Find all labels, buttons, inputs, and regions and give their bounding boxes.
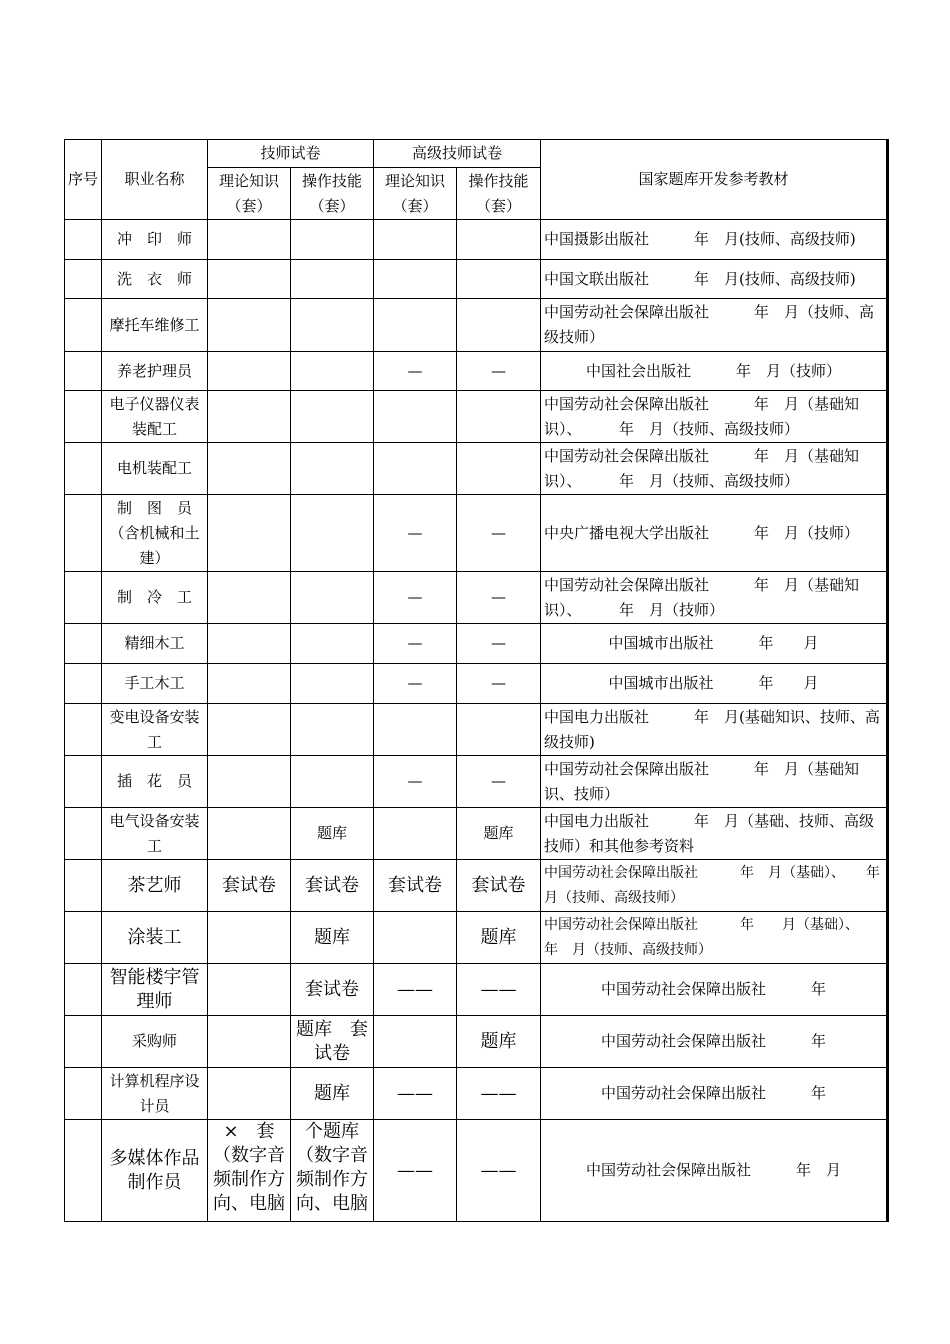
row-senior-skill <box>457 220 541 260</box>
row-senior-theory: — <box>374 495 457 572</box>
table-row <box>65 1068 888 1120</box>
table-row <box>65 808 888 860</box>
row-tech-skill <box>291 299 374 352</box>
row-tech-skill <box>291 260 374 299</box>
row-tech-theory <box>208 352 291 391</box>
row-seq <box>65 1068 102 1120</box>
row-textbook: 中国文联出版社 年 月(技师、高级技师) <box>541 260 888 299</box>
table-row <box>65 260 888 299</box>
row-tech-theory: × 套（数字音频制作方向、电脑 <box>208 1120 291 1222</box>
row-tech-skill <box>291 624 374 664</box>
row-senior-skill: —— <box>457 964 541 1016</box>
row-textbook: 中国电力出版社 年 月（基础、技师、高级技师）和其他参考资料 <box>541 808 888 860</box>
row-job-name: 计算机程序设计员 <box>102 1068 208 1120</box>
table-row <box>65 495 888 572</box>
header-skill-2: 操作技能 （套） <box>457 168 541 220</box>
row-job-name: 制 图 员（含机械和土建） <box>102 495 208 572</box>
row-textbook: 中国劳动社会保障出版社 年 月（基础知识）、 年 月（技师、高级技师） <box>541 391 888 443</box>
row-senior-theory: —— <box>374 1120 457 1222</box>
row-tech-skill: 个题库（数字音频制作方向、电脑 <box>291 1120 374 1222</box>
row-senior-theory: —— <box>374 1068 457 1120</box>
row-senior-skill: — <box>457 572 541 624</box>
row-textbook: 中国劳动社会保障出版社 年 <box>541 1016 888 1068</box>
row-textbook: 中央广播电视大学出版社 年 月（技师） <box>541 495 888 572</box>
table-row <box>65 299 888 352</box>
row-tech-skill <box>291 664 374 704</box>
row-senior-skill <box>457 391 541 443</box>
row-job-name: 电气设备安装工 <box>102 808 208 860</box>
table-row <box>65 220 888 260</box>
row-seq <box>65 1120 102 1222</box>
row-tech-theory <box>208 299 291 352</box>
row-senior-theory: — <box>374 352 457 391</box>
row-tech-theory <box>208 1016 291 1068</box>
row-textbook: 中国劳动社会保障出版社 年 月（技师、高级技师） <box>541 299 888 352</box>
row-textbook: 中国劳动社会保障出版社 年 月 <box>541 1120 888 1222</box>
row-senior-theory: — <box>374 664 457 704</box>
row-senior-skill <box>457 260 541 299</box>
row-senior-theory: —— <box>374 964 457 1016</box>
row-tech-skill: 题库 <box>291 912 374 964</box>
row-seq <box>65 1016 102 1068</box>
row-senior-theory <box>374 808 457 860</box>
row-seq <box>65 964 102 1016</box>
row-senior-skill: 题库 <box>457 808 541 860</box>
table-row <box>65 624 888 664</box>
row-seq <box>65 391 102 443</box>
row-tech-skill <box>291 704 374 756</box>
table-row <box>65 912 888 964</box>
row-seq <box>65 860 102 912</box>
row-senior-skill: — <box>457 495 541 572</box>
row-seq <box>65 624 102 664</box>
row-tech-skill <box>291 495 374 572</box>
table-row <box>65 443 888 495</box>
row-senior-theory: 套试卷 <box>374 860 457 912</box>
row-textbook: 中国城市出版社 年 月 <box>541 664 888 704</box>
row-seq <box>65 495 102 572</box>
row-job-name: 智能楼宇管理师 <box>102 964 208 1016</box>
header-textbook: 国家题库开发参考教材 <box>541 140 888 220</box>
header-job-name: 职业名称 <box>102 140 208 220</box>
row-tech-skill <box>291 443 374 495</box>
table-row <box>65 704 888 756</box>
row-textbook: 中国劳动社会保障出版社 年 月（基础）、 年 月（技师、高级技师） <box>541 860 888 912</box>
row-textbook: 中国劳动社会保障出版社 年 <box>541 964 888 1016</box>
row-job-name: 涂装工 <box>102 912 208 964</box>
row-tech-skill: 题库 <box>291 1068 374 1120</box>
row-tech-skill: 题库 <box>291 808 374 860</box>
table-row <box>65 391 888 443</box>
row-senior-theory <box>374 1016 457 1068</box>
row-tech-theory <box>208 756 291 808</box>
row-senior-skill: —— <box>457 1068 541 1120</box>
row-tech-skill: 套试卷 <box>291 860 374 912</box>
row-seq <box>65 808 102 860</box>
row-senior-skill <box>457 299 541 352</box>
header-technician-papers: 技师试卷 <box>208 140 374 168</box>
row-textbook: 中国劳动社会保障出版社 年 月（基础知识）、 年 月（技师、高级技师） <box>541 443 888 495</box>
row-tech-skill <box>291 572 374 624</box>
header-senior-technician-papers: 高级技师试卷 <box>374 140 541 168</box>
table-row <box>65 572 888 624</box>
row-job-name: 多媒体作品制作员 <box>102 1120 208 1222</box>
row-senior-skill: 套试卷 <box>457 860 541 912</box>
row-tech-theory <box>208 704 291 756</box>
row-tech-theory <box>208 1068 291 1120</box>
row-tech-theory <box>208 572 291 624</box>
row-senior-skill <box>457 704 541 756</box>
row-senior-theory: — <box>374 572 457 624</box>
row-tech-skill: 题库 套试卷 <box>291 1016 374 1068</box>
table-row <box>65 664 888 704</box>
row-seq <box>65 220 102 260</box>
row-seq <box>65 664 102 704</box>
row-senior-theory <box>374 220 457 260</box>
row-seq <box>65 352 102 391</box>
row-tech-skill: 套试卷 <box>291 964 374 1016</box>
row-tech-theory <box>208 495 291 572</box>
row-senior-skill: —— <box>457 1120 541 1222</box>
row-senior-skill: 题库 <box>457 1016 541 1068</box>
row-senior-theory: — <box>374 624 457 664</box>
row-tech-skill <box>291 391 374 443</box>
row-tech-theory <box>208 391 291 443</box>
row-senior-theory <box>374 260 457 299</box>
row-tech-theory <box>208 220 291 260</box>
row-tech-theory <box>208 260 291 299</box>
row-seq <box>65 443 102 495</box>
row-tech-theory <box>208 443 291 495</box>
row-tech-skill <box>291 352 374 391</box>
header-theory-1: 理论知识 （套） <box>208 168 291 220</box>
row-job-name: 制 冷 工 <box>102 572 208 624</box>
table-row <box>65 352 888 391</box>
row-senior-skill: — <box>457 664 541 704</box>
row-job-name: 插 花 员 <box>102 756 208 808</box>
row-seq <box>65 704 102 756</box>
row-textbook: 中国城市出版社 年 月 <box>541 624 888 664</box>
table-row <box>65 756 888 808</box>
row-senior-skill: — <box>457 624 541 664</box>
row-tech-skill <box>291 756 374 808</box>
row-textbook: 中国摄影出版社 年 月(技师、高级技师) <box>541 220 888 260</box>
table-row <box>65 860 888 912</box>
header-theory-2: 理论知识 （套） <box>374 168 457 220</box>
row-senior-skill: — <box>457 352 541 391</box>
row-tech-theory <box>208 964 291 1016</box>
row-job-name: 变电设备安装工 <box>102 704 208 756</box>
row-tech-theory <box>208 808 291 860</box>
row-job-name: 手工木工 <box>102 664 208 704</box>
header-seq: 序号 <box>65 140 102 220</box>
row-senior-skill: 题库 <box>457 912 541 964</box>
row-job-name: 茶艺师 <box>102 860 208 912</box>
occupation-table-container <box>64 139 895 1222</box>
row-textbook: 中国劳动社会保障出版社 年 月（基础）、 年 月（技师、高级技师） <box>541 912 888 964</box>
row-seq <box>65 572 102 624</box>
row-job-name: 摩托车维修工 <box>102 299 208 352</box>
row-seq <box>65 912 102 964</box>
row-tech-theory <box>208 624 291 664</box>
row-seq <box>65 260 102 299</box>
row-senior-theory <box>374 443 457 495</box>
row-job-name: 采购师 <box>102 1016 208 1068</box>
row-job-name: 洗 衣 师 <box>102 260 208 299</box>
row-textbook: 中国电力出版社 年 月(基础知识、技师、高级技师) <box>541 704 888 756</box>
row-textbook: 中国劳动社会保障出版社 年 月（基础知识）、 年 月（技师） <box>541 572 888 624</box>
table-row <box>65 1120 888 1222</box>
row-job-name: 精细木工 <box>102 624 208 664</box>
row-senior-theory <box>374 704 457 756</box>
row-senior-skill <box>457 443 541 495</box>
row-tech-theory <box>208 912 291 964</box>
row-textbook: 中国劳动社会保障出版社 年 月（基础知识、技师） <box>541 756 888 808</box>
row-job-name: 电子仪器仪表装配工 <box>102 391 208 443</box>
row-job-name: 冲 印 师 <box>102 220 208 260</box>
row-senior-theory: — <box>374 756 457 808</box>
header-skill-1: 操作技能 （套） <box>291 168 374 220</box>
row-seq <box>65 756 102 808</box>
occupation-table <box>64 139 895 1222</box>
row-textbook: 中国社会出版社 年 月（技师） <box>541 352 888 391</box>
row-senior-theory <box>374 912 457 964</box>
row-job-name: 养老护理员 <box>102 352 208 391</box>
row-senior-theory <box>374 299 457 352</box>
row-seq <box>65 299 102 352</box>
table-row <box>65 1016 888 1068</box>
table-row <box>65 964 888 1016</box>
row-tech-skill <box>291 220 374 260</box>
row-senior-skill: — <box>457 756 541 808</box>
row-tech-theory: 套试卷 <box>208 860 291 912</box>
row-tech-theory <box>208 664 291 704</box>
row-textbook: 中国劳动社会保障出版社 年 <box>541 1068 888 1120</box>
row-senior-theory <box>374 391 457 443</box>
row-job-name: 电机装配工 <box>102 443 208 495</box>
